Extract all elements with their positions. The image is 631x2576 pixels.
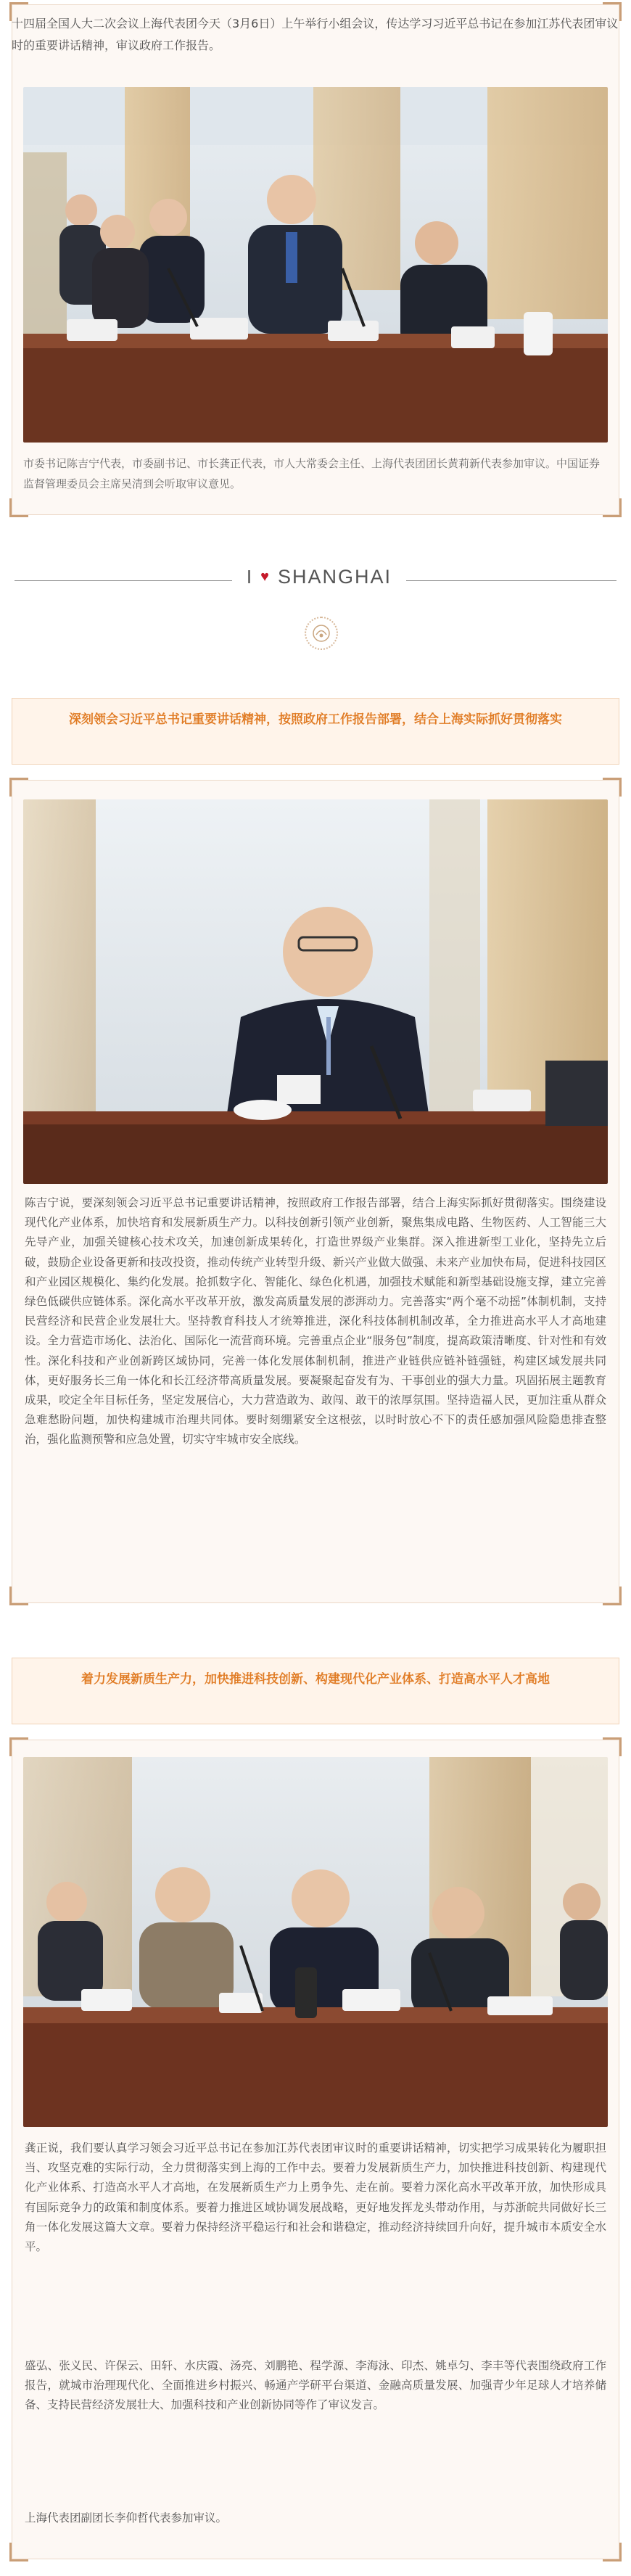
corner-decoration [9, 778, 28, 797]
brand-prefix: I [246, 566, 254, 588]
photo-caption: 市委书记陈吉宁代表，市委副书记、市长龚正代表，市人大常委会主任、上海代表团团长黄莉新代表参加审议。中国证券监督管理委员会主席吴清到会听取审议意见。 [23, 457, 601, 490]
emblem-icon [305, 617, 338, 650]
brand-name: SHANGHAI [278, 566, 392, 588]
heart-icon: ♥ [260, 569, 271, 585]
corner-decoration [9, 2543, 28, 2561]
corner-decoration [603, 498, 622, 517]
corner-decoration [603, 1587, 622, 1605]
corner-decoration [9, 1587, 28, 1605]
corner-decoration [603, 2543, 622, 2561]
section-2-closing-paragraph: 上海代表团副团长李仰哲代表参加审议。 [25, 2511, 228, 2524]
corner-decoration [603, 778, 622, 797]
section-title-1: 深刻领会习近平总书记重要讲话精神，按照政府工作报告部署，结合上海实际抓好贯彻落实 [12, 698, 619, 765]
corner-decoration [603, 1737, 622, 1756]
section-2-speakers-paragraph: 盛弘、张义民、许保云、田轩、水庆霞、汤亮、刘鹏艳、程学源、李海泳、印杰、姚卓匀、李丰等代表围绕政府工作报告，就城市治理现代化、全面推进乡村振兴、畅通产学研平台渠道、金融高质量发展、加强青少年足球人才培养储备、支持民营经济发展壮大、加强科技和产业创新协同等作了审议发言。 [25, 2359, 606, 2412]
meeting-photo-1 [23, 87, 608, 443]
shanghai-brand [218, 566, 421, 588]
divider-line-right [406, 580, 616, 581]
corner-decoration [9, 1737, 28, 1756]
divider-line-left [15, 580, 232, 581]
corner-decoration [9, 498, 28, 517]
meeting-photo-3 [23, 1757, 608, 2127]
section-title-2: 着力发展新质生产力，加快推进科技创新、构建现代化产业体系、打造高水平人才高地 [12, 1658, 619, 1724]
intro-paragraph: 十四届全国人大二次会议上海代表团今天（3月6日）上午举行小组会议，传达学习习近平总书记在参加江苏代表团审议时的重要讲话精神，审议政府工作报告。 [12, 17, 619, 52]
section-2-paragraph: 龚正说，我们要认真学习领会习近平总书记在参加江苏代表团审议时的重要讲话精神，切实把学习成果转化为履职担当、攻坚克难的实际行动，全力贯彻落实到上海的工作中去。要着力发展新质生产力，加快推进科技创新、构建现代化产业体系、打造高水平人才高地，在发展新质生产力上勇争先、走在前。要着力深化高水平改革开放，加快形成具有国际竞争力的政策和制度体系。要着力推进区域协调发展战略，更好地发挥龙头带动作用，与苏浙皖共同做好长三角一体化发展这篇大文章。要着力保持经济平稳运行和社会和谐稳定，推动经济持续回升向好，提升城市本质安全水平。 [25, 2141, 606, 2254]
section-1-paragraph: 陈吉宁说，要深刻领会习近平总书记重要讲话精神，按照政府工作报告部署，结合上海实际抓好贯彻落实。围绕建设现代化产业体系，加快培育和发展新质生产力。以科技创新引领产业创新，聚焦集成电路、生物医药、人工智能三大先导产业，加强关键核心技术攻关，加速创新成果转化，打造世界级产业集群。深入推进新型工业化，坚持先立后破，鼓励企业设备更新和技改投资，推动传统产业转型升级、新兴产业做大做强、未来产业加快布局，促进科技园区和产业园区规模化、集约化发展。抢抓数字化、智能化、绿色化机遇，加强技术赋能和新型基础设施支撑，建立完善绿色低碳供应链体系。深化高水平改革开放，激发高质量发展的澎湃动力。完善落实“两个毫不动摇”体制机制，支持民营经济和民营企业发展壮大。坚持教育科技人才统筹推进，深化科技体制机制改革，全力推进高水平人才高地建设。全力营造市场化、法治化、国际化一流营商环境。完善重点企业“服务包”制度，提高政策清晰度、针对性和有效性。深化科技和产业创新跨区域协同，完善一体化发展体制机制，推进产业链供应链补链强链，构建区域发展共同体，更好服务长三角一体化和长江经济带高质量发展。要凝聚起奋发有为、干事创业的强大力量。巩固拓展主题教育成果，咬定全年目标任务，坚定发展信心，大力营造敢为、敢闯、敢干的浓厚氛围。坚持造福人民，更加注重从群众急难愁盼问题，加快构建城市治理共同体。要时刻绷紧安全这根弦，以时时放心不下的责任感加强风险隐患排查整治，强化监测预警和应急处置，切实守牢城市安全底线。 [25, 1196, 606, 1447]
meeting-photo-2 [23, 799, 608, 1184]
